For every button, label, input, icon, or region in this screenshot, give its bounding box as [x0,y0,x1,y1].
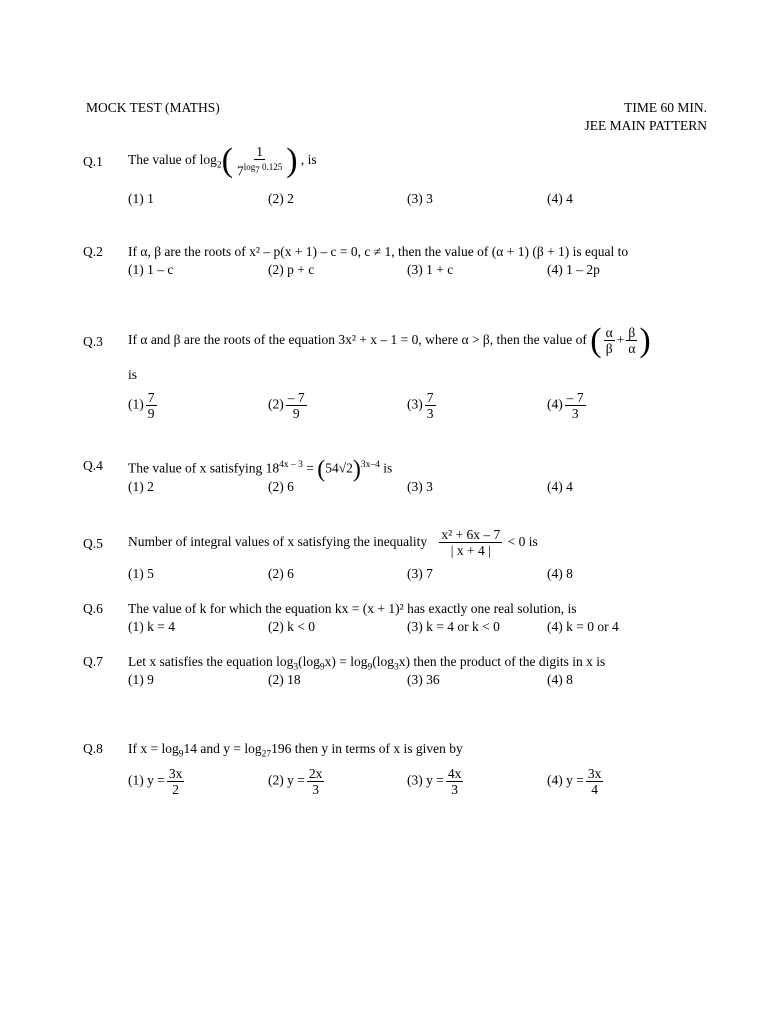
exam-pattern: JEE MAIN PATTERN [584,118,707,133]
question-number: Q.3 [83,334,103,349]
option: (2) 6 [268,566,294,581]
question-stem: If α and β are the roots of the equation 3x² + x – 1 = 0, where α > β, then the value of ( $\frac{\alpha}{\beta}$ + $\frac{\beta}{\alpha}$ ) [128,321,651,359]
question-stem: If $x = \log_914$ and $y = \log_{27}196$ then y in terms of x is given by [128,741,463,760]
question-stem: The value of x satisfying $18^{4x - 3} = (54√2)^{3x-4}$ is [128,456,393,483]
option: (1) k = 4 [128,619,175,634]
option: (1) $\frac{7}{9}$ [128,390,155,421]
question-number: Q.5 [83,536,103,551]
question-number: Q.4 [83,458,103,473]
question-number: Q.6 [83,601,103,616]
option: (4) 4 [547,191,573,206]
option: (3) 7 [407,566,433,581]
option: (4) y = $\frac{3x}{4}$ [547,766,602,797]
question-stem: If α, β are the roots of x² – p(x + 1) – c = 0, c ≠ 1, then the value of (α + 1) (β + 1) is equal to [128,244,629,259]
option: (1) 5 [128,566,154,581]
question-stem: Number of integral values of x satisfying the inequality $\frac{\text{x² + 6x – 7}}{| x + 4 |}$ < 0 is [128,527,538,559]
option: (1) 9 [128,672,154,687]
question-stem-continued: is [128,367,138,382]
question-stem: The value of $\log_2$( $\frac{1}{7^{log_7 0.125}}$ ) , is [128,141,317,179]
option: (4) k = 0 or 4 [547,619,619,634]
question-stem: The value of k for which the equation kx = (x + 1)² has exactly one real solution, is [128,601,577,616]
question-number: Q.8 [83,741,103,756]
question-number: Q.2 [83,244,103,259]
question-number: Q.1 [83,154,103,169]
option: (4) 1 – 2p [547,262,600,277]
option: (3) 3 [407,479,433,494]
test-title: MOCK TEST (MATHS) [86,100,220,115]
question-number: Q.7 [83,654,103,669]
option: (1) y = $\frac{3x}{2}$ [128,766,183,797]
option: (2) p + c [268,262,315,277]
option: (1) 1 – c [128,262,174,277]
option: (3) 1 + c [407,262,454,277]
option: (3) $\frac{7}{3}$ [407,390,434,421]
option: (2) 6 [268,479,294,494]
option: (3) 3 [407,191,433,206]
question-stem: Let x satisfies the equation $\log_3(\log_9x) = \log_9(\log_3x)$ then the product of the digits in x is [128,654,606,673]
time-limit: TIME 60 MIN. [624,100,707,115]
option: (1) 2 [128,479,154,494]
option: (4) 8 [547,566,573,581]
option: (4) 4 [547,479,573,494]
option: (3) y = $\frac{4x}{3}$ [407,766,462,797]
option: (4) $\frac{- 7}{3}$ [547,390,584,421]
option: (2) $\frac{- 7}{9}$ [268,390,305,421]
option: (3) 36 [407,672,440,687]
option: (2) y = $\frac{2x}{3}$ [268,766,323,797]
option: (2) 2 [268,191,294,206]
option: (4) 8 [547,672,573,687]
option: (1) 1 [128,191,154,206]
option: (2) 18 [268,672,301,687]
option: (2) k < 0 [268,619,315,634]
option: (3) k = 4 or k < 0 [407,619,500,634]
